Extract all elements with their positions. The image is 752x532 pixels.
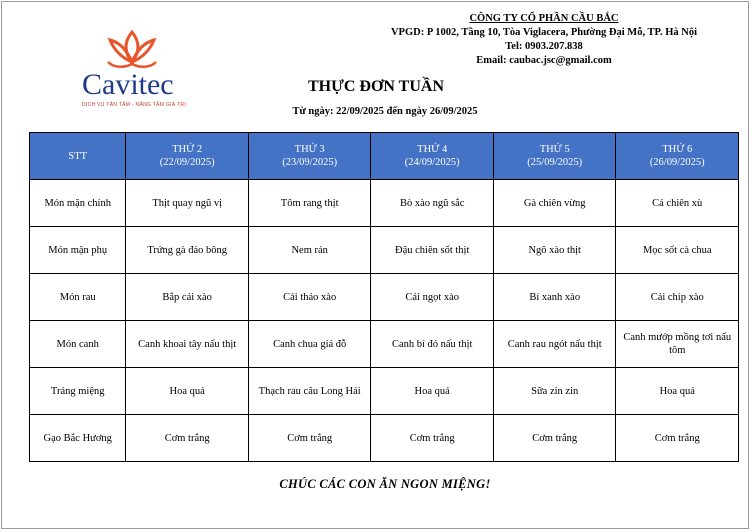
table-cell: Canh bí đỏ nấu thịt [371,321,494,368]
header-stt: STT [30,133,126,180]
table-cell: Canh khoai tây nấu thịt [126,321,249,368]
day-date: (26/09/2025) [649,157,705,168]
table-cell: Cá chiên xù [616,180,739,227]
page-title: THỰC ĐƠN TUẦN [307,78,444,95]
day-name: THỨ 4 [417,144,448,155]
row-label: Gạo Bắc Hương [30,415,126,462]
table-cell: Canh rau ngót nấu thịt [493,321,616,368]
header-day-thu [493,133,616,180]
header-day-tue [248,133,371,180]
company-logo [82,28,212,110]
logo-tagline: DỊCH VỤ TẬN TÂM - NÂNG TẦM GIÁ TRỊ [82,102,187,108]
table-cell: Sữa zin zin [493,368,616,415]
table-cell: Đậu chiên sốt thịt [371,227,494,274]
weekly-menu-table [29,132,739,462]
table-cell: Bắp cải xào [126,274,249,321]
table-cell: Mọc sốt cà chua [616,227,739,274]
row-label: Món mặn chính [30,180,126,227]
table-cell: Hoa quả [371,368,494,415]
table-cell: Cơm trắng [371,415,494,462]
closing-message: CHÚC CÁC CON ĂN NGON MIỆNG! [279,477,491,491]
table-cell: Cơm trắng [248,415,371,462]
company-phone: Tel: 0903.207.838 [505,41,583,52]
table-cell: Bò xào ngũ sắc [371,180,494,227]
row-label: Tráng miệng [30,368,126,415]
table-row [30,321,739,368]
table-cell: Hoa quả [126,368,249,415]
row-label: Món canh [30,321,126,368]
table-cell: Gà chiên vừng [493,180,616,227]
flower-logo-icon [102,28,162,70]
table-row [30,368,739,415]
table-row [30,227,739,274]
row-label: Món mặn phụ [30,227,126,274]
table-cell: Thạch rau câu Long Hải [248,368,371,415]
header-day-mon [126,133,249,180]
table-cell: Thịt quay ngũ vị [126,180,249,227]
table-cell: Hoa quả [616,368,739,415]
day-date: (22/09/2025) [159,157,215,168]
table-cell: Cải thảo xào [248,274,371,321]
day-name: THỨ 5 [539,144,570,155]
table-cell: Cải ngọt xào [371,274,494,321]
header-day-wed [371,133,494,180]
row-label: Món rau [30,274,126,321]
table-cell: Cơm trắng [126,415,249,462]
table-cell: Cơm trắng [493,415,616,462]
table-cell: Canh mướp mồng tơi nấu tôm [616,321,739,368]
table-row [30,274,739,321]
day-name: THỨ 6 [662,144,693,155]
table-header-row [30,133,739,180]
date-range: Từ ngày: 22/09/2025 đến ngày 26/09/2025 [292,106,478,117]
day-name: THỨ 2 [172,144,203,155]
table-row [30,180,739,227]
company-address: VPGD: P 1002, Tầng 10, Tòa Viglacera, Phường Đại Mỗ, TP. Hà Nội [390,27,698,38]
logo-wordmark: Cavitec [82,68,174,101]
table-cell: Tôm rang thịt [248,180,371,227]
day-name: THỨ 3 [294,144,325,155]
table-cell: Nem rán [248,227,371,274]
table-row [30,415,739,462]
company-email: Email: caubac.jsc@gmail.com [476,55,612,66]
header-day-fri [616,133,739,180]
day-date: (23/09/2025) [282,157,338,168]
table-cell: Ngô xào thịt [493,227,616,274]
company-info [374,12,714,68]
day-date: (25/09/2025) [527,157,583,168]
table-cell: Bí xanh xào [493,274,616,321]
table-cell: Canh chua giá đỗ [248,321,371,368]
day-date: (24/09/2025) [404,157,460,168]
table-cell: Trứng gà đảo bông [126,227,249,274]
company-name: CÔNG TY CỔ PHẦN CẦU BẮC [469,13,619,24]
table-cell: Cải chíp xào [616,274,739,321]
table-cell: Cơm trắng [616,415,739,462]
